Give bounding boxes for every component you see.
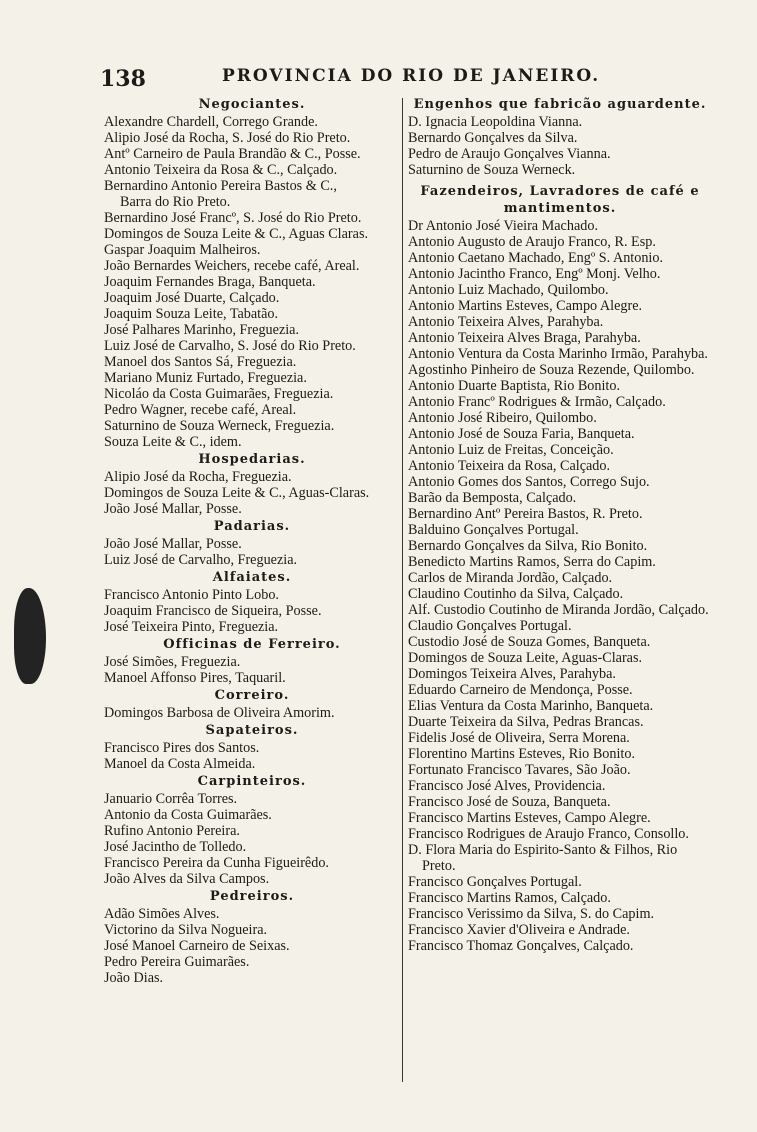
list-item: Antonio Jacintho Franco, Engº Monj. Velho. xyxy=(408,266,661,282)
list-item: Antonio Martins Esteves, Campo Alegre. xyxy=(408,298,643,314)
section-heading: Correiro. xyxy=(214,688,290,703)
list-item: João Dias. xyxy=(104,970,164,986)
list-item: Antonio Francº Rodrigues & Irmão, Calçado. xyxy=(408,394,666,410)
section-heading-cont: mantimentos. xyxy=(503,201,617,216)
list-item: Nicoláo da Costa Guimarães, Freguezia. xyxy=(104,386,334,402)
list-item: Domingos de Souza Leite & C., Aguas-Claras. xyxy=(104,485,370,501)
list-item: Luiz José de Carvalho, S. José do Rio Preto. xyxy=(104,338,356,354)
entry-list xyxy=(104,587,400,635)
section-heading: Carpinteiros. xyxy=(197,774,307,789)
list-item: João José Mallar, Posse. xyxy=(104,501,242,517)
list-item: Francisco Pires dos Santos. xyxy=(104,740,260,756)
list-item: Francisco Martins Esteves, Campo Alegre. xyxy=(408,810,651,826)
list-item: Francisco Antonio Pinto Lobo. xyxy=(104,587,279,603)
list-item: Alipio José da Rocha, Freguezia. xyxy=(104,469,292,485)
list-item: Francisco José de Souza, Banqueta. xyxy=(408,794,611,810)
list-item: Manoel da Costa Almeida. xyxy=(104,756,256,772)
list-item: Antonio Duarte Baptista, Rio Bonito. xyxy=(408,378,621,394)
list-item: Antonio Teixeira da Rosa, Calçado. xyxy=(408,458,611,474)
list-item: Bernardino Antº Pereira Bastos, R. Preto. xyxy=(408,506,643,522)
list-item: Eduardo Carneiro de Mendonça, Posse. xyxy=(408,682,633,698)
list-item: Francisco Pereira da Cunha Figueirêdo. xyxy=(104,855,329,871)
entry-list xyxy=(104,536,400,568)
list-item: Antonio Teixeira da Rosa & C., Calçado. xyxy=(104,162,338,178)
list-item: Alexandre Chardell, Corrego Grande. xyxy=(104,114,318,130)
list-item: Antonio Ventura da Costa Marinho Irmão, Parahyba. xyxy=(408,346,708,362)
section-heading: Hospedarias. xyxy=(198,452,306,467)
list-item: Benedicto Martins Ramos, Serra do Capim. xyxy=(408,554,656,570)
section-heading: Pedreiros. xyxy=(209,889,295,904)
list-item: Bernardino José Francº, S. José do Rio Preto. xyxy=(104,210,362,226)
list-item: Adão Simões Alves. xyxy=(104,906,220,922)
list-item: D. Flora Maria do Espirito-Santo & Filhos, Rio Preto. xyxy=(408,842,678,874)
list-item: Joaquim Souza Leite, Tabatão. xyxy=(104,306,279,322)
list-item: Barão da Bemposta, Calçado. xyxy=(408,490,577,506)
list-item: Saturnino de Souza Werneck, Freguezia. xyxy=(104,418,335,434)
section-heading: Officinas de Ferreiro. xyxy=(163,637,341,652)
list-item: Antonio Teixeira Alves Braga, Parahyba. xyxy=(408,330,641,346)
list-item: Francisco Martins Ramos, Calçado. xyxy=(408,890,611,906)
list-item: José Manoel Carneiro de Seixas. xyxy=(104,938,290,954)
list-item: Pedro Pereira Guimarães. xyxy=(104,954,250,970)
list-item: Florentino Martins Esteves, Rio Bonito. xyxy=(408,746,635,762)
list-item: Fortunato Francisco Tavares, São João. xyxy=(408,762,631,778)
section-heading: Padarias. xyxy=(213,519,291,534)
list-item: Rufino Antonio Pereira. xyxy=(104,823,240,839)
page-title: PROVINCIA DO RIO DE JANEIRO. xyxy=(222,66,601,86)
list-item: Domingos Barbosa de Oliveira Amorim. xyxy=(104,705,335,721)
section-heading: Engenhos que fabricão aguardente. xyxy=(413,97,707,112)
list-item: Pedro de Araujo Gonçalves Vianna. xyxy=(408,146,611,162)
list-item: Agostinho Pinheiro de Souza Rezende, Quilombo. xyxy=(408,362,695,378)
list-item: Antº Carneiro de Paula Brandão & C., Posse. xyxy=(104,146,361,162)
list-item: Joaquim José Duarte, Calçado. xyxy=(104,290,280,306)
list-item: Balduino Gonçalves Portugal. xyxy=(408,522,579,538)
list-item: Francisco Gonçalves Portugal. xyxy=(408,874,582,890)
list-item: José Jacintho de Tolledo. xyxy=(104,839,247,855)
list-item: Bernardino Antonio Pereira Bastos & C., xyxy=(104,178,337,194)
section-heading: Fazendeiros, Lavradores de café e xyxy=(420,184,700,199)
list-item: Francisco José Alves, Providencia. xyxy=(408,778,606,794)
entry-list xyxy=(104,114,400,450)
list-item: José Palhares Marinho, Freguezia. xyxy=(104,322,300,338)
list-item: Souza Leite & C., idem. xyxy=(104,434,242,450)
list-item: Fidelis José de Oliveira, Serra Morena. xyxy=(408,730,630,746)
page-number: 138 xyxy=(100,66,146,92)
column-divider xyxy=(402,98,403,1082)
list-item: Pedro Wagner, recebe café, Areal. xyxy=(104,402,297,418)
right-column xyxy=(408,95,712,954)
list-item: José Teixeira Pinto, Freguezia. xyxy=(104,619,279,635)
list-item: Claudino Coutinho da Silva, Calçado. xyxy=(408,586,624,602)
list-item: José Simões, Freguezia. xyxy=(104,654,241,670)
list-item: Bernardo Gonçalves da Silva, Rio Bonito. xyxy=(408,538,648,554)
entry-list xyxy=(104,654,400,686)
entry-list xyxy=(104,791,400,887)
list-item: Dr Antonio José Vieira Machado. xyxy=(408,218,598,234)
list-item: João Alves da Silva Campos. xyxy=(104,871,270,887)
list-item: Domingos de Souza Leite, Aguas-Claras. xyxy=(408,650,643,666)
list-item: Antonio Gomes dos Santos, Corrego Sujo. xyxy=(408,474,650,490)
list-item: Antonio Teixeira Alves, Parahyba. xyxy=(408,314,604,330)
list-item: Mariano Muniz Furtado, Freguezia. xyxy=(104,370,307,386)
list-item: Carlos de Miranda Jordão, Calçado. xyxy=(408,570,613,586)
list-item: Antonio da Costa Guimarães. xyxy=(104,807,272,823)
list-item: Bernardo Gonçalves da Silva. xyxy=(408,130,578,146)
list-item: Francisco Thomaz Gonçalves, Calçado. xyxy=(408,938,634,954)
list-item: D. Ignacia Leopoldina Vianna. xyxy=(408,114,583,130)
list-item: Joaquim Fernandes Braga, Banqueta. xyxy=(104,274,316,290)
list-item: Domingos Teixeira Alves, Parahyba. xyxy=(408,666,616,682)
section-heading: Alfaiates. xyxy=(212,570,292,585)
entry-list xyxy=(408,114,712,178)
list-item: Antonio Caetano Machado, Engº S. Antonio. xyxy=(408,250,664,266)
list-item: Joaquim Francisco de Siqueira, Posse. xyxy=(104,603,322,619)
list-item: Elias Ventura da Costa Marinho, Banqueta. xyxy=(408,698,654,714)
list-item: Duarte Teixeira da Silva, Pedras Brancas. xyxy=(408,714,644,730)
list-item: João José Mallar, Posse. xyxy=(104,536,242,552)
list-item: Manoel Affonso Pires, Taquaril. xyxy=(104,670,286,686)
list-item: Victorino da Silva Nogueira. xyxy=(104,922,268,938)
list-item: Francisco Xavier d'Oliveira e Andrade. xyxy=(408,922,630,938)
list-item: Francisco Verissimo da Silva, S. do Capim. xyxy=(408,906,655,922)
list-item: Luiz José de Carvalho, Freguezia. xyxy=(104,552,298,568)
list-item: Alipio José da Rocha, S. José do Rio Preto. xyxy=(104,130,351,146)
list-item: Francisco Rodrigues de Araujo Franco, Consollo. xyxy=(408,826,689,842)
list-item: Gaspar Joaquim Malheiros. xyxy=(104,242,261,258)
list-item: Domingos de Souza Leite & C., Aguas Claras. xyxy=(104,226,369,242)
list-item: Custodio José de Souza Gomes, Banqueta. xyxy=(408,634,651,650)
entry-list xyxy=(104,705,400,721)
list-item: Manoel dos Santos Sá, Freguezia. xyxy=(104,354,297,370)
ink-blot xyxy=(14,588,46,684)
list-item: Claudio Gonçalves Portugal. xyxy=(408,618,572,634)
entry-list xyxy=(104,906,400,986)
entry-list xyxy=(104,469,400,517)
section-heading: Sapateiros. xyxy=(205,723,299,738)
list-item: Antonio Augusto de Araujo Franco, R. Esp. xyxy=(408,234,656,250)
list-item: Barra do Rio Preto. xyxy=(120,194,231,210)
list-item: Antonio José Ribeiro, Quilombo. xyxy=(408,410,597,426)
list-item: Antonio Luiz Machado, Quilombo. xyxy=(408,282,609,298)
list-item: Alf. Custodio Coutinho de Miranda Jordão, Calçado. xyxy=(408,602,709,618)
section-heading: Negociantes. xyxy=(198,97,306,112)
list-item: Januario Corrêa Torres. xyxy=(104,791,238,807)
list-item: Antonio José de Souza Faria, Banqueta. xyxy=(408,426,635,442)
entry-list xyxy=(104,740,400,772)
left-column xyxy=(104,95,400,986)
list-item: João Bernardes Weichers, recebe café, Areal. xyxy=(104,258,360,274)
list-item: Antonio Luiz de Freitas, Conceição. xyxy=(408,442,614,458)
list-item: Saturnino de Souza Werneck. xyxy=(408,162,576,178)
entry-list xyxy=(408,218,712,954)
